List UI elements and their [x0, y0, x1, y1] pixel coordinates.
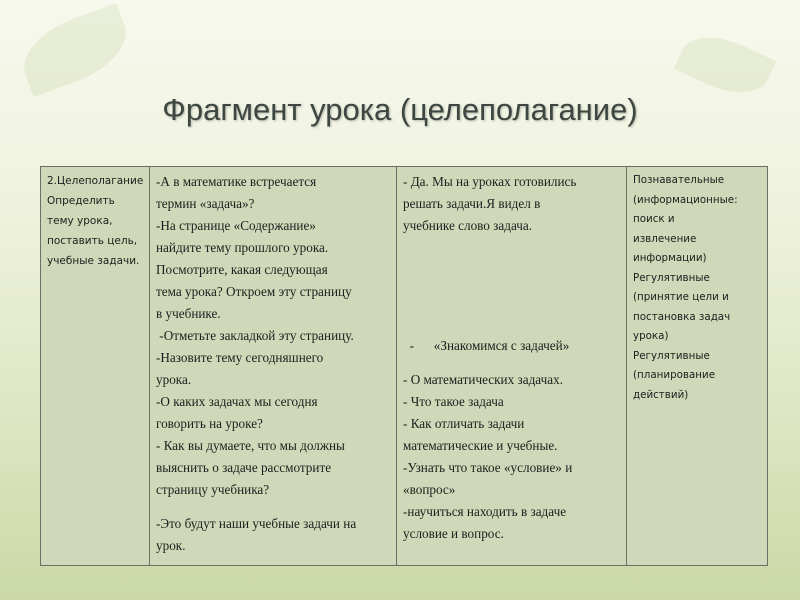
learning-skills-cell	[627, 167, 768, 566]
teacher-activity-cell	[150, 167, 397, 566]
cell-line: - Как отличать задачи	[403, 416, 525, 431]
stage-cell	[41, 167, 150, 566]
cell-line: извлечение	[633, 232, 697, 245]
cell-line: Посмотрите, какая следующая	[156, 262, 328, 277]
cell-line: страницу учебника?	[156, 482, 270, 497]
spacer	[403, 357, 622, 369]
spacer	[156, 501, 392, 513]
cell-line: Познавательные	[633, 174, 725, 186]
lesson-fragment-table	[40, 166, 768, 566]
cell-line: тему урока,	[47, 215, 113, 227]
cell-line: - Что такое задача	[403, 394, 504, 409]
cell-line: найдите тему прошлого урока.	[156, 240, 329, 255]
cell-line: -А в математике встречается	[156, 174, 317, 189]
spacer	[403, 237, 622, 335]
cell-line: учебные задачи.	[47, 255, 140, 267]
cell-line: урока)	[633, 330, 669, 342]
cell-line: математические и учебные.	[403, 438, 558, 453]
cell-line: Регулятивные	[633, 271, 710, 284]
cell-line: говорить на уроке?	[156, 416, 263, 431]
cell-line: -Отметьте закладкой эту страницу.	[156, 328, 354, 343]
cell-line: -Это будут наши учебные задачи на	[156, 516, 357, 531]
cell-line: - Как вы думаете, что мы должны	[156, 438, 345, 453]
cell-line: термин «задача»?	[156, 196, 255, 211]
cell-line: поиск и	[633, 213, 675, 225]
table-row	[41, 167, 768, 566]
cell-line: «вопрос»	[403, 482, 456, 497]
cell-line: постановка задач	[633, 310, 731, 323]
cell-line: действий)	[633, 388, 689, 401]
cell-line: - «Знакомимся с задачей»	[403, 338, 570, 353]
cell-line: поставить цель,	[47, 235, 138, 247]
student-activity-cell	[397, 167, 627, 566]
cell-line: Определить	[47, 195, 115, 207]
cell-line: (принятие цели и	[633, 291, 729, 303]
cell-line: -научиться находить в задаче	[403, 504, 567, 519]
cell-line: -Назовите тему сегодняшнего	[156, 350, 324, 365]
cell-line: -Узнать что такое «условие» и	[403, 460, 573, 475]
cell-line: - О математических задачах.	[403, 372, 563, 387]
cell-line: (информационные:	[633, 193, 738, 206]
cell-line: учебнике слово задача.	[403, 218, 533, 233]
cell-line: урок.	[156, 538, 186, 553]
cell-line: (планирование	[633, 369, 716, 381]
slide-title: Фрагмент урока (целеполагание)	[162, 92, 638, 127]
cell-line: 2.Целеполагание	[47, 175, 144, 187]
cell-line: урока.	[156, 372, 192, 387]
cell-line: в учебнике.	[156, 306, 221, 321]
cell-line: тема урока? Откроем эту страницу	[156, 284, 352, 299]
cell-line: информации)	[633, 252, 707, 264]
cell-line: -На странице «Содержание»	[156, 218, 316, 233]
cell-line: - Да. Мы на уроках готовились	[403, 174, 577, 189]
cell-line: выяснить о задаче рассмотрите	[156, 460, 332, 475]
background-leaf-decoration	[13, 3, 137, 97]
cell-line: Регулятивные	[633, 349, 710, 362]
cell-line: -О каких задачах мы сегодня	[156, 394, 318, 409]
cell-line: условие и вопрос.	[403, 526, 504, 541]
cell-line: решать задачи.Я видел в	[403, 196, 541, 211]
